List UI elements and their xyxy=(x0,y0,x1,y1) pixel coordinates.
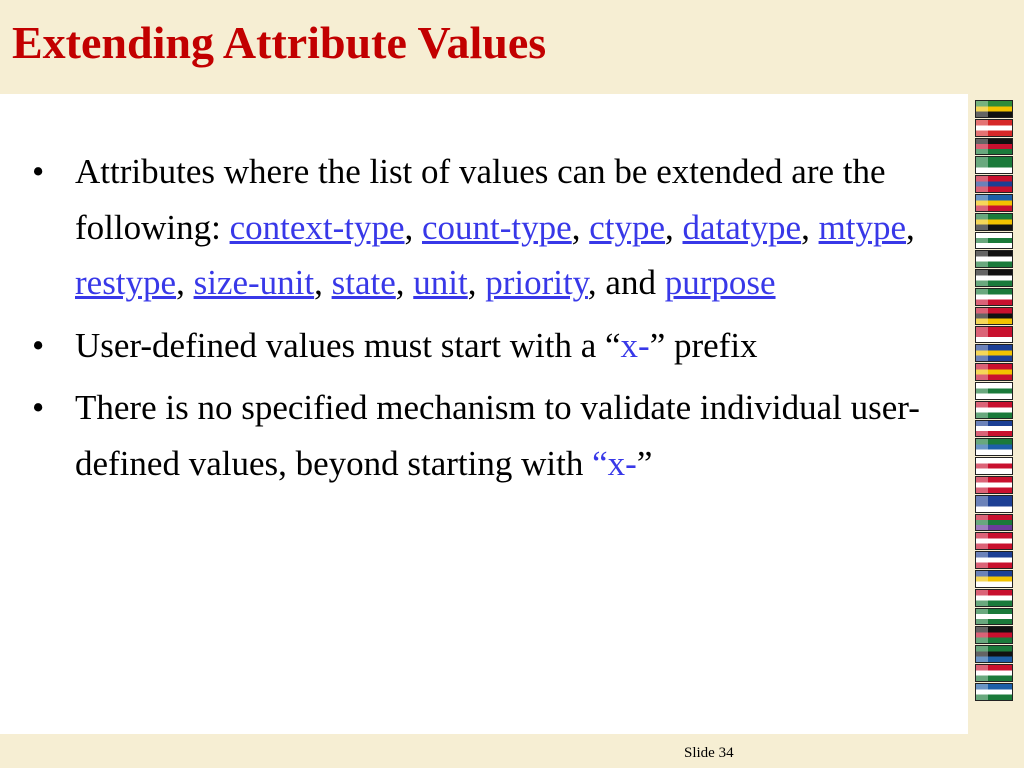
separator: , xyxy=(906,207,915,247)
bullet-text-after: ” xyxy=(636,443,653,483)
flag-icon xyxy=(975,363,1013,381)
flag-icon xyxy=(975,307,1013,325)
attribute-link-datatype[interactable]: datatype xyxy=(682,207,802,247)
bullet-glyph: • xyxy=(32,325,45,365)
title-bar xyxy=(0,0,1024,92)
flag-icon xyxy=(975,532,1013,550)
flag-icon xyxy=(975,551,1013,569)
prefix-highlight: x- xyxy=(620,325,650,365)
flag-icon xyxy=(975,626,1013,644)
bullet-text-before: There is no specified mechanism to validate individual user-defined values, beyond starting with xyxy=(75,388,920,483)
attribute-link-count-type[interactable]: count-type xyxy=(422,207,572,247)
flag-icon xyxy=(975,457,1013,475)
flag-icon xyxy=(975,194,1013,212)
flag-strip xyxy=(975,100,1013,734)
bullet-item-extendable-attributes xyxy=(32,144,932,311)
bullet-glyph: • xyxy=(32,388,45,427)
separator: , xyxy=(571,207,590,247)
bullet-item-user-defined-prefix xyxy=(32,318,932,374)
flag-icon xyxy=(975,570,1013,588)
flag-icon xyxy=(975,250,1013,268)
flag-icon xyxy=(975,175,1013,193)
separator: , xyxy=(801,207,819,247)
slide-title: Extending Attribute Values xyxy=(12,17,547,68)
attribute-link-priority[interactable]: priority xyxy=(485,263,588,302)
flag-icon xyxy=(975,288,1013,306)
flag-icon xyxy=(975,438,1013,456)
flag-icon xyxy=(975,382,1013,400)
flag-icon xyxy=(975,232,1013,250)
flag-icon xyxy=(975,476,1013,494)
bullet-text-after: ” prefix xyxy=(649,325,758,365)
flag-icon xyxy=(975,589,1013,607)
flag-icon xyxy=(975,344,1013,362)
attribute-link-size-unit[interactable]: size-unit xyxy=(193,263,315,302)
bullet-glyph: • xyxy=(32,152,45,191)
separator: , xyxy=(665,207,683,247)
flag-icon xyxy=(975,213,1013,231)
flag-icon xyxy=(975,138,1013,156)
attribute-link-ctype[interactable]: ctype xyxy=(589,207,665,247)
flag-icon xyxy=(975,420,1013,438)
conjunction: , and xyxy=(587,263,665,302)
flag-icon xyxy=(975,156,1013,174)
attribute-link-unit[interactable]: unit xyxy=(413,263,468,302)
content-area xyxy=(0,94,968,734)
attribute-link-mtype[interactable]: mtype xyxy=(818,207,907,247)
bullet-text-before: User-defined values must start with a “ xyxy=(75,325,621,365)
bullet-intro-text: Attributes where the list of values can be extended are the following: xyxy=(75,152,886,247)
separator: , xyxy=(404,207,423,247)
flag-icon xyxy=(975,683,1013,701)
flag-icon xyxy=(975,326,1013,344)
separator: , xyxy=(176,263,194,302)
separator: , xyxy=(314,263,332,302)
flag-icon xyxy=(975,645,1013,663)
attribute-link-state[interactable]: state xyxy=(331,263,396,302)
flag-icon xyxy=(975,514,1013,532)
attribute-link-context-type[interactable]: context-type xyxy=(229,207,405,247)
flag-icon xyxy=(975,608,1013,626)
flag-icon xyxy=(975,664,1013,682)
flag-icon xyxy=(975,100,1013,118)
flag-icon xyxy=(975,401,1013,419)
separator: , xyxy=(467,263,486,302)
attribute-link-restype[interactable]: restype xyxy=(75,263,177,302)
flag-icon xyxy=(975,119,1013,137)
prefix-highlight: “x- xyxy=(592,443,637,483)
flag-icon xyxy=(975,269,1013,287)
flag-icon xyxy=(975,495,1013,513)
attribute-link-purpose[interactable]: purpose xyxy=(664,263,776,302)
slide-number: Slide 34 xyxy=(684,745,734,761)
bullet-list xyxy=(32,144,932,498)
bullet-item-no-validation xyxy=(32,380,932,491)
separator: , xyxy=(395,263,414,302)
